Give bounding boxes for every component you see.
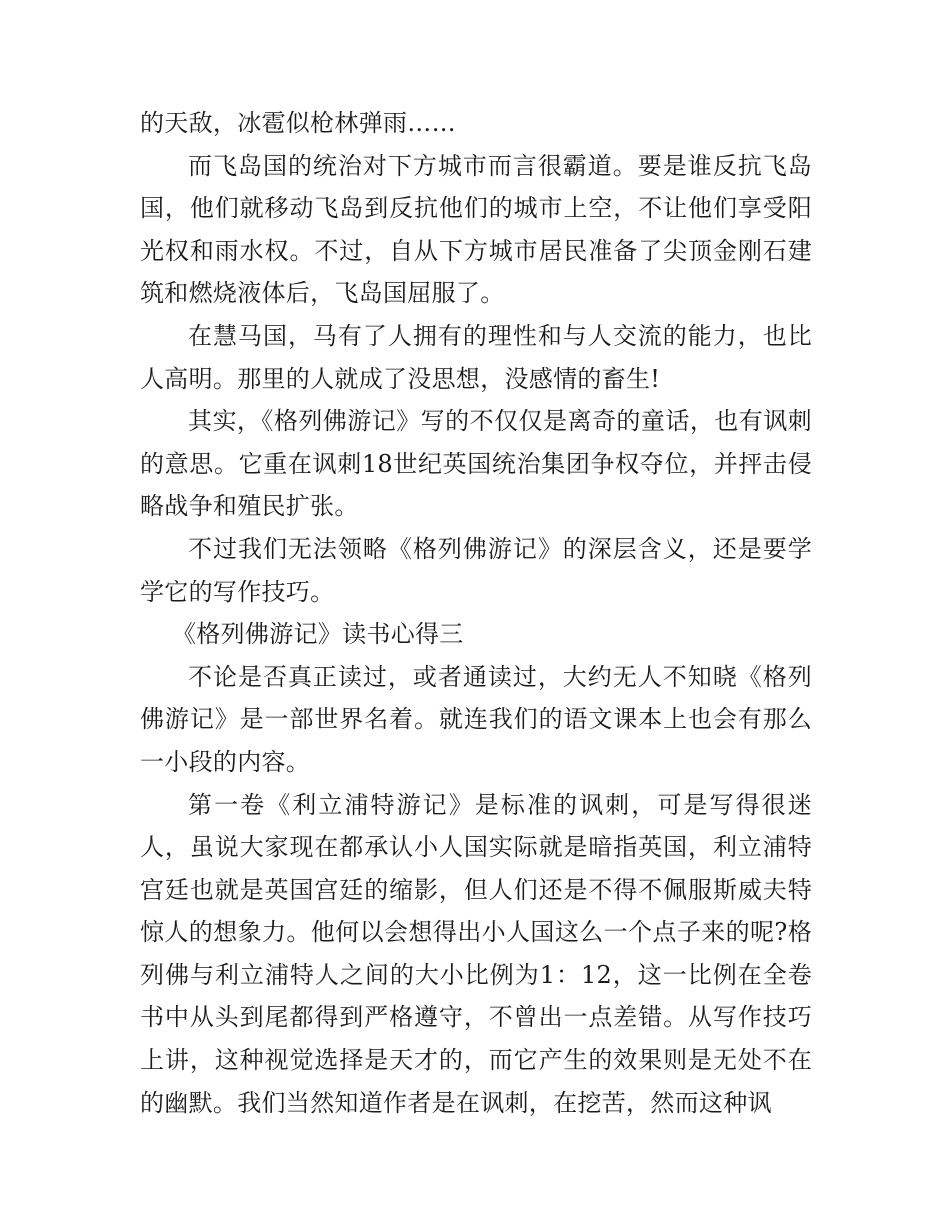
section-heading: 《格列佛游记》读书心得三: [172, 620, 464, 649]
paragraph-horse-country: 在慧马国，马有了人拥有的理性和与人交流的能力，也比人高明。那里的人就成了没思想，没感情的畜生!: [140, 321, 812, 393]
paragraph-flying-island: 而飞岛国的统治对下方城市而言很霸道。要是谁反抗飞岛国，他们就移动飞岛到反抗他们的城市上空，不让他们享受阳光权和雨水权。不过，自从下方城市居民准备了尖顶金刚石建筑和燃烧液体后，飞岛国屈服了。: [140, 151, 812, 308]
paragraph-intro: 不论是否真正读过，或者通读过，大约无人不知晓《格列佛游记》是一部世界名着。就连我们的语文课本上也会有那么一小段的内容。: [140, 662, 812, 776]
paragraph-satire: 其实，《格列佛游记》写的不仅仅是离奇的童话，也有讽刺的意思。它重在讽刺18世纪英国统治集团争权夺位，并抨击侵略战争和殖民扩张。: [140, 407, 812, 521]
paragraph-lilliput: 第一卷《利立浦特游记》是标准的讽刺，可是写得很迷人，虽说大家现在都承认小人国实际就是暗指英国，利立浦特宫廷也就是英国宫廷的缩影，但人们还是不得不佩服斯威夫特惊人的想象力。他何以会想得出小人国这么一个点子来的呢?格列佛与利立浦特人之间的大小比例为1：12，这一比例在全卷书中从头到尾都得到严格遵守，不曾出一点差错。从写作技巧上讲，这种视觉选择是天才的，而它产生的效果则是无处不在的幽默。我们当然知道作者是在讽刺，在挖苦，然而这种讽: [140, 790, 812, 1117]
paragraph-writing-skill: 不过我们无法领略《格列佛游记》的深层含义，还是要学学它的写作技巧。: [140, 534, 812, 606]
document-body: [140, 102, 812, 1124]
paragraph-continuation: 的天敌，冰雹似枪林弹雨……: [140, 109, 456, 137]
